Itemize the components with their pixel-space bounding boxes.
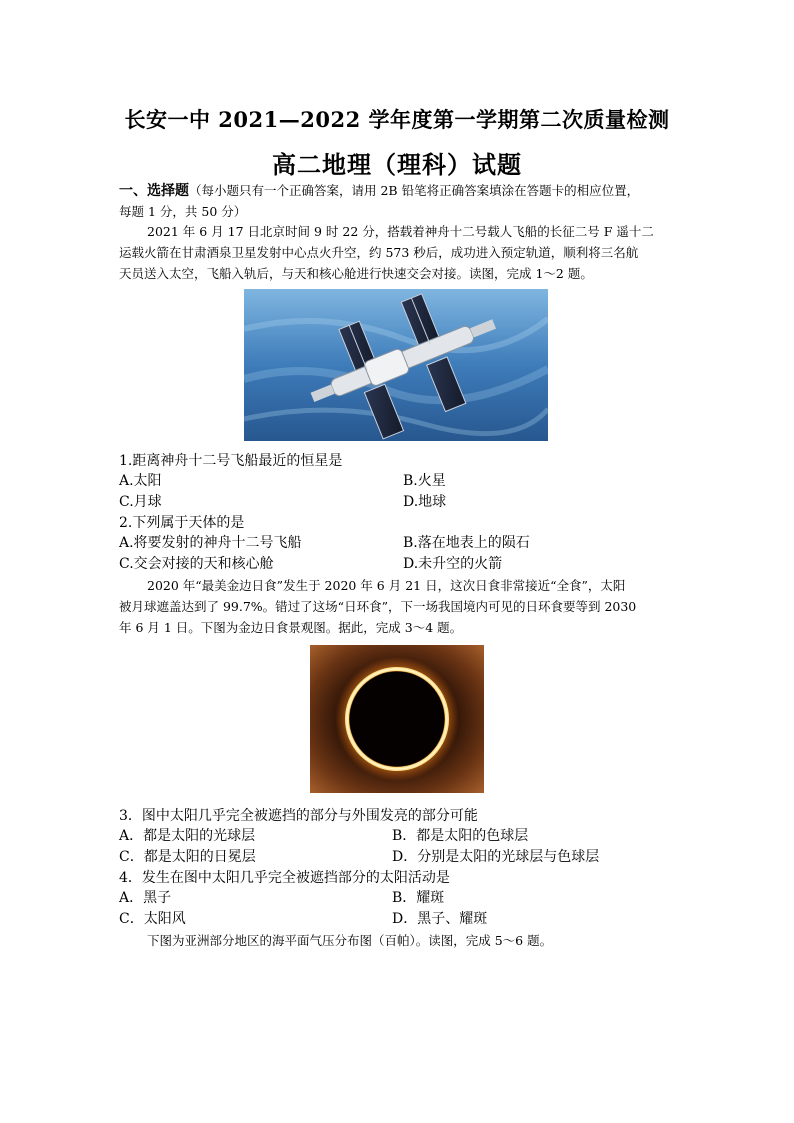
section-instruction-line1 — [119, 181, 679, 201]
question-1-option-a[interactable]: A.太阳 — [119, 473, 162, 489]
section-heading: 一、选择题 — [119, 183, 189, 199]
question-2-option-b[interactable]: B.落在地表上的陨石 — [403, 535, 530, 551]
passage1-line1: 2021 年 6 月 17 日北京时间 9 时 22 分，搭载着神舟十二号载人飞船的长征二号 F 遥十二 — [147, 224, 654, 239]
annular-eclipse-photo — [310, 645, 484, 793]
question-3-option-d[interactable]: D．分别是太阳的光球层与色球层 — [392, 849, 600, 865]
question-3-option-a[interactable]: A．都是太阳的光球层 — [119, 828, 256, 844]
passage2-line3: 年 6 月 1 日。下图为金边日食景观图。据此，完成 3～4 题。 — [119, 620, 463, 635]
question-2-option-d[interactable]: D.未升空的火箭 — [403, 556, 503, 572]
question-3-stem: 3．图中太阳几乎完全被遮挡的部分与外围发亮的部分可能 — [119, 808, 478, 824]
section-instruction-line2: 每题 1 分，共 50 分） — [119, 204, 247, 219]
space-station-illustration — [244, 289, 548, 441]
question-1-stem: 1.距离神舟十二号飞船最近的恒星是 — [119, 453, 343, 469]
question-1-option-b[interactable]: B.火星 — [403, 473, 446, 489]
passage1-line2: 运载火箭在甘肃酒泉卫星发射中心点火升空，约 573 秒后，成功进入预定轨道，顺利将三名航 — [119, 245, 639, 260]
passage3-line1: 下图为亚洲部分地区的海平面气压分布图（百帕）。读图，完成 5～6 题。 — [147, 933, 553, 948]
question-2-option-a[interactable]: A.将要发射的神舟十二号飞船 — [119, 535, 302, 551]
passage1-line3: 天员送入太空，飞船入轨后，与天和核心舱进行快速交会对接。读图，完成 1～2 题。 — [119, 266, 593, 281]
passage2-line1: 2020 年“最美金边日食”发生于 2020 年 6 月 21 日，这次日食非常接近“全食”，太阳 — [147, 578, 626, 593]
exam-subtitle: 高二地理（理科）试题 — [272, 150, 522, 179]
passage2-line2: 被月球遮盖达到了 99.7%。错过了这场“日环食”，下一场我国境内可见的日环食要等到 2030 — [119, 599, 637, 614]
question-4-option-c[interactable]: C．太阳风 — [119, 911, 186, 927]
exam-title: 长安一中 2021—2022 学年度第一学期第二次质量检测 — [124, 107, 670, 132]
question-4-option-d[interactable]: D．黑子、耀斑 — [392, 911, 488, 927]
question-2-stem: 2.下列属于天体的是 — [119, 515, 245, 531]
question-3-option-c[interactable]: C．都是太阳的日冕层 — [119, 849, 256, 865]
question-4-option-b[interactable]: B．耀斑 — [392, 890, 445, 906]
question-4-stem: 4．发生在图中太阳几乎完全被遮挡部分的太阳活动是 — [119, 870, 450, 886]
question-4-option-a[interactable]: A．黑子 — [119, 890, 172, 906]
space-station-photo — [244, 289, 548, 441]
section-instruction: （每小题只有一个正确答案，请用 2B 铅笔将正确答案填涂在答题卡的相应位置， — [189, 183, 640, 198]
question-3-option-b[interactable]: B．都是太阳的色球层 — [392, 828, 529, 844]
question-2-option-c[interactable]: C.交会对接的天和核心舱 — [119, 556, 274, 572]
question-1-option-c[interactable]: C.月球 — [119, 494, 162, 510]
eclipse-illustration — [310, 645, 484, 793]
question-1-option-d[interactable]: D.地球 — [403, 494, 447, 510]
